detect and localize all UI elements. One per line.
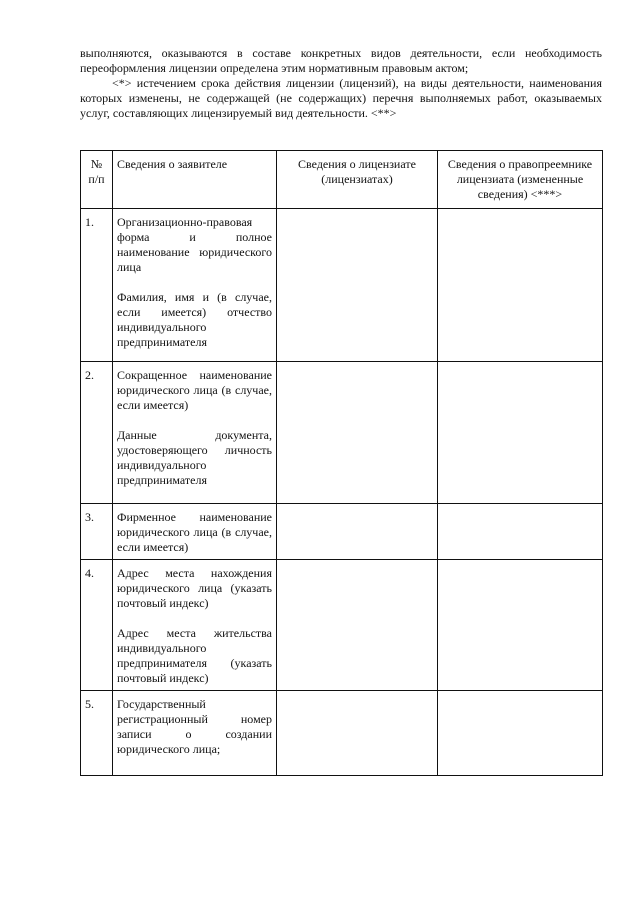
header-licensee: Сведения о лицензиате (лицензиатах) — [277, 151, 438, 209]
applicant-info-legal-entity: Государственный регистрационный номер записи о создании юридического лица; — [117, 697, 272, 756]
applicant-info-legal-entity: Фирменное наименование юридического лица (в случае, если имеется) — [117, 510, 272, 554]
row-number: 4. — [81, 560, 113, 691]
applicant-info-legal-entity: Организационно-правовая форма и полное наименование юридического лица — [117, 215, 272, 274]
licensee-cell[interactable] — [277, 691, 438, 776]
row-number: 3. — [81, 504, 113, 560]
successor-cell[interactable] — [438, 560, 603, 691]
applicant-info-cell — [113, 504, 277, 560]
successor-cell[interactable] — [438, 362, 603, 504]
licensee-cell[interactable] — [277, 362, 438, 504]
applicant-info-legal-entity: Сокращенное наименование юридического лица (в случае, если имеется) — [117, 368, 272, 412]
intro-text — [80, 46, 602, 121]
applicant-info-cell — [113, 560, 277, 691]
licensee-cell[interactable] — [277, 209, 438, 362]
applicant-info-cell — [113, 362, 277, 504]
intro-paragraph-2: <*> истечением срока действия лицензии (лицензий), на виды деятельности, наименования которых изменены, не содержащей (не содержащих) перечня выполняемых работ, оказываемых услуг, составляющих лицензируемый вид деятельности. <**> — [80, 76, 602, 120]
successor-cell[interactable] — [438, 209, 603, 362]
table-row — [81, 560, 603, 691]
row-number: 5. — [81, 691, 113, 776]
table-row — [81, 691, 603, 776]
intro-paragraph-1: выполняются, оказываются в составе конкретных видов деятельности, если необходимость переоформления лицензии определена этим нормативным правовым актом; — [80, 46, 602, 75]
applicant-info-entrepreneur: Данные документа, удостоверяющего личность индивидуального предпринимателя — [117, 428, 272, 487]
header-number: № п/п — [81, 151, 113, 209]
table-row — [81, 209, 603, 362]
header-applicant: Сведения о заявителе — [113, 151, 277, 209]
licensee-cell[interactable] — [277, 504, 438, 560]
license-info-table — [80, 150, 603, 776]
row-number: 1. — [81, 209, 113, 362]
applicant-info-legal-entity: Адрес места нахождения юридического лица (указать почтовый индекс) — [117, 566, 272, 610]
applicant-info-cell — [113, 209, 277, 362]
applicant-info-entrepreneur: Адрес места жительства индивидуального предпринимателя (указать почтовый индекс) — [117, 626, 272, 685]
licensee-cell[interactable] — [277, 560, 438, 691]
successor-cell[interactable] — [438, 691, 603, 776]
successor-cell[interactable] — [438, 504, 603, 560]
table-row — [81, 504, 603, 560]
row-number: 2. — [81, 362, 113, 504]
table-header-row — [81, 151, 603, 209]
applicant-info-entrepreneur: Фамилия, имя и (в случае, если имеется) отчество индивидуального предпринимателя — [117, 290, 272, 349]
header-successor: Сведения о правопреемнике лицензиата (измененные сведения) <***> — [438, 151, 603, 209]
applicant-info-cell — [113, 691, 277, 776]
table-row — [81, 362, 603, 504]
